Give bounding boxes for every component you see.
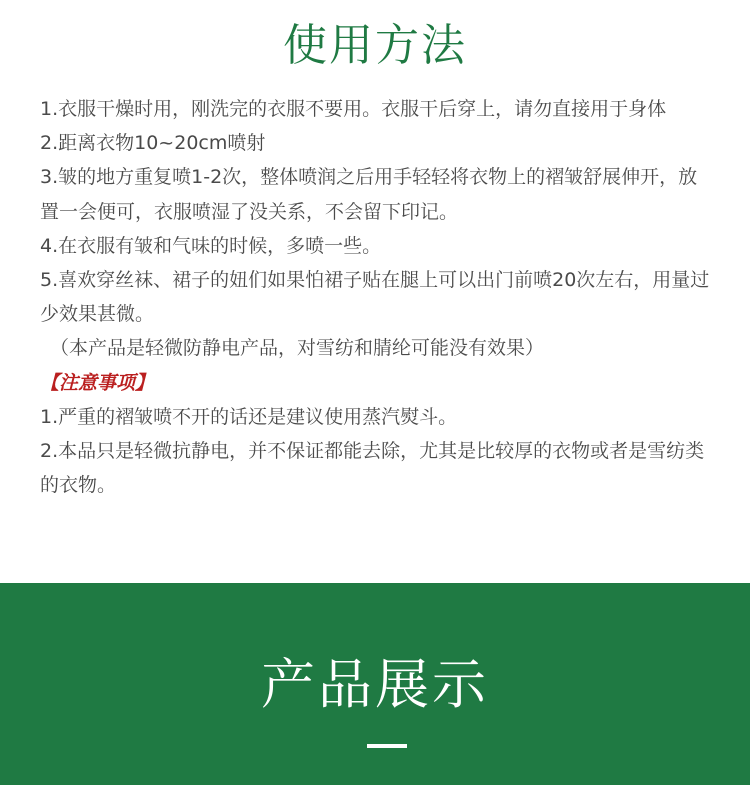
notice-item-1: 1.严重的褶皱喷不开的话还是建议使用蒸汽熨斗。 (40, 405, 458, 428)
notice-heading: 【注意事项】 (40, 371, 155, 394)
usage-step-2: 2.距离衣物10~20cm喷射 (40, 132, 266, 155)
usage-body (40, 92, 712, 502)
showcase-title: 产品展示 (261, 653, 489, 716)
antistatic-note: （本产品是轻微防静电产品，对雪纺和腈纶可能没有效果） (50, 337, 545, 360)
notice-item-2: 2.本品只是轻微抗静电，并不保证都能去除，尤其是比较厚的衣物或者是雪纺类的衣物。 (40, 440, 705, 497)
usage-step-3: 3.皱的地方重复喷1-2次，整体喷润之后用手轻轻将衣物上的褶皱舒展伸开，放置一会便可，衣服喷湿了没关系，不会留下印记。 (40, 166, 698, 223)
usage-step-5: 5.喜欢穿丝袜、裙子的妞们如果怕裙子贴在腿上可以出门前喷20次左右，用量过少效果甚微。 (40, 269, 710, 326)
product-showcase-banner (0, 583, 750, 785)
usage-step-1: 1.衣服干燥时用，刚洗完的衣服不要用。衣服干后穿上，请勿直接用于身体 (40, 98, 667, 120)
usage-step-4: 4.在衣服有皱和气味的时候，多喷一些。 (40, 234, 382, 257)
usage-title: 使用方法 (283, 20, 467, 71)
showcase-divider (367, 744, 407, 748)
